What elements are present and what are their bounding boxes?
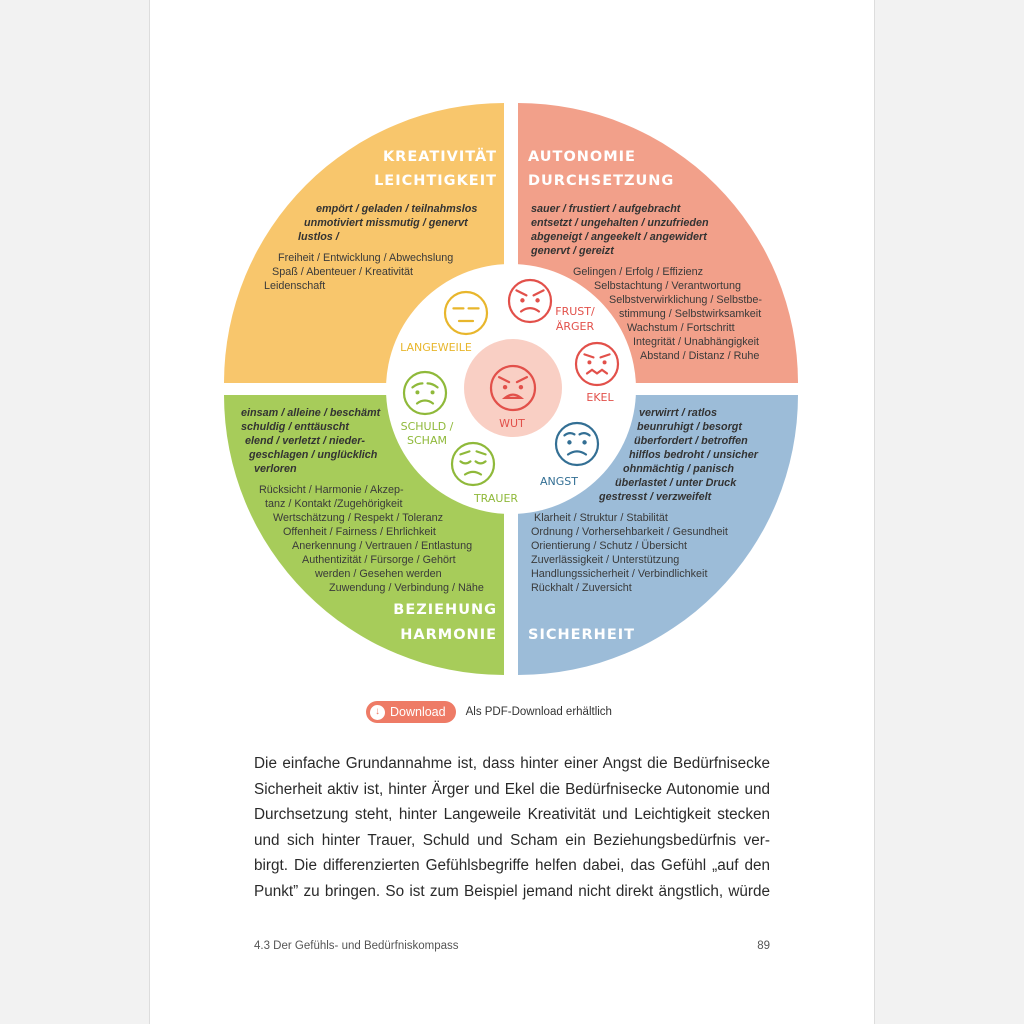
svg-text:abgeneigt / angeekelt / angewi: abgeneigt / angeekelt / angewidert [531,231,707,243]
svg-text:verloren: verloren [254,463,297,475]
title-sicherheit [528,627,635,643]
svg-text:überlastet / unter Druck: überlastet / unter Druck [615,477,737,489]
page-number: 89 [757,940,770,952]
svg-text:SICHERHEIT: SICHERHEIT [528,627,636,643]
disgusted-face-icon-eye [587,360,591,364]
download-row [366,700,612,724]
svg-text:elend / verletzt / nieder-: elend / verletzt / nieder- [245,435,365,447]
svg-text:werden / Gesehen werden: werden / Gesehen werden [315,568,442,580]
svg-text:Zuwendung / Verbindung / Nähe: Zuwendung / Verbindung / Nähe [329,582,484,594]
svg-text:genervt / gereizt: genervt / gereizt [531,245,614,257]
svg-text:Freiheit / Entwicklung / Abwec: Freiheit / Entwicklung / Abwechslung [278,252,454,264]
svg-text:Zuverlässigkeit / Unterstützun: Zuverlässigkeit / Unterstützung [531,554,680,566]
download-button[interactable] [366,701,456,723]
svg-text:Wertschätzung / Respekt / Tole: Wertschätzung / Respekt / Toleranz [273,512,444,524]
svg-text:DURCHSETZUNG: DURCHSETZUNG [528,173,675,189]
guilt-face-icon-eye [431,390,435,394]
svg-text:verwirrt / ratlos: verwirrt / ratlos [639,407,718,419]
body-line: Punkt” zu bringen. So ist zum Beispiel jemand nicht direkt ängstlich, würde [254,882,770,900]
svg-text:Rücksicht / Harmonie / Akzep-: Rücksicht / Harmonie / Akzep- [259,484,404,496]
svg-text:AUTONOMIE: AUTONOMIE [528,149,636,165]
disgusted-face-icon-eye [603,360,607,364]
angry-face-icon-eye [503,385,507,389]
svg-text:empört / geladen / teilnahmslo: empört / geladen / teilnahmslos [316,203,478,215]
label-langeweile: LANGEWEILE [400,341,472,354]
svg-text:Leidenschaft: Leidenschaft [264,280,326,292]
svg-text:LEICHTIGKEIT: LEICHTIGKEIT [374,173,497,189]
svg-text:HARMONIE: HARMONIE [400,627,497,643]
svg-text:schuldig / enttäuscht: schuldig / enttäuscht [241,421,349,433]
svg-text:sauer / frustiert / aufgebrach: sauer / frustiert / aufgebracht [531,203,681,215]
download-button-label: Download [390,705,446,719]
svg-text:lustlos /: lustlos / [298,231,339,243]
svg-text:beunruhigt / besorgt: beunruhigt / besorgt [637,421,742,433]
svg-text:KREATIVITÄT: KREATIVITÄT [382,149,497,165]
label-wut: WUT [499,417,525,430]
svg-text:Orientierung / Schutz / Übersi: Orientierung / Schutz / Übersicht [531,540,688,552]
svg-text:Anerkennung / Vertrauen / Entl: Anerkennung / Vertrauen / Entlastung [292,540,473,552]
svg-text:ohnmächtig / panisch: ohnmächtig / panisch [623,463,734,475]
body-line: Die einfache Grundannahme ist, dass hinter einer Angst die Bedürfnisecke [254,755,770,772]
svg-text:SCHAM: SCHAM [407,434,447,447]
svg-text:Klarheit / Struktur / Stabilit: Klarheit / Struktur / Stabilität [534,512,668,524]
svg-text:SCHULD /: SCHULD / [400,420,454,433]
body-line: birgt. Die differenzierten Gefühlsbegriffe helfen dabei, das Gefühl „auf den [254,857,770,875]
svg-text:Gelingen / Erfolg / Effizienz: Gelingen / Erfolg / Effizienz [573,266,704,278]
label-trauer: TRAUER [473,492,519,505]
svg-text:Selbstachtung / Verantwortung: Selbstachtung / Verantwortung [594,280,742,292]
label-angst: ANGST [540,475,578,488]
download-note: Als PDF-Download erhältlich [465,706,612,718]
frustrated-face-icon-eye [520,298,524,302]
svg-text:einsam / alleine / beschämt: einsam / alleine / beschämt [241,407,381,419]
svg-text:Handlungssicherheit / Verbindl: Handlungssicherheit / Verbindlichkeit [531,568,708,580]
svg-text:tanz / Kontakt /Zugehörigkeit: tanz / Kontakt /Zugehörigkeit [265,498,403,510]
svg-text:Integrität / Unabhängigkeit: Integrität / Unabhängigkeit [633,336,760,348]
svg-text:Offenheit / Fairness / Ehrlich: Offenheit / Fairness / Ehrlichkeit [283,526,436,538]
svg-text:Authentizität / Fürsorge / Geh: Authentizität / Fürsorge / Gehört [302,554,456,566]
svg-text:Selbstverwirklichung / Selbstb: Selbstverwirklichung / Selbstbe- [609,294,763,306]
svg-text:Ordnung / Vorhersehbarkeit / G: Ordnung / Vorhersehbarkeit / Gesundheit [531,526,728,538]
svg-text:hilflos bedroht / unsicher: hilflos bedroht / unsicher [629,449,758,461]
svg-text:entsetzt / ungehalten / unzufr: entsetzt / ungehalten / unzufrieden [531,217,709,229]
frustrated-face-icon-eye [535,298,539,302]
svg-text:geschlagen / unglücklich: geschlagen / unglücklich [249,449,378,461]
anxious-face-icon-eye [582,440,586,444]
svg-text:FRUST/: FRUST/ [555,305,595,318]
download-arrow-icon: ↓ [370,705,385,720]
svg-text:gestresst / verzweifelt: gestresst / verzweifelt [599,491,712,503]
svg-text:Wachstum / Fortschritt: Wachstum / Fortschritt [627,322,735,334]
body-line: und sich hinter Trauer, Schuld und Scham ein Beziehungsbedürfnis ver- [254,831,770,849]
svg-text:BEZIEHUNG: BEZIEHUNG [393,602,497,618]
svg-text:überfordert / betroffen: überfordert / betroffen [634,435,748,447]
body-line: Sicherheit aktiv ist, hinter Ärger und Ekel die Bedürfnisecke Autonomie und [254,780,770,798]
svg-text:unmotiviert missmutig / generv: unmotiviert missmutig / genervt [304,217,468,229]
svg-text:Rückhalt / Zuversicht: Rückhalt / Zuversicht [531,582,632,594]
svg-text:stimmung / Selbstwirksamkeit: stimmung / Selbstwirksamkeit [619,308,762,320]
guilt-face-icon-eye [415,390,419,394]
label-ekel: EKEL [586,391,614,404]
label-schuld-scham [401,420,454,447]
svg-text:Abstand / Distanz / Ruhe: Abstand / Distanz / Ruhe [640,350,760,362]
body-paragraph [254,751,770,905]
body-line: Durchsetzung steht, hinter Langeweile Kreativität und Leichtigkeit stecken [254,806,770,824]
footer-chapter: 4.3 Der Gefühls- und Bedürfniskompass [254,940,459,952]
svg-text:Spaß / Abenteuer / Kreativität: Spaß / Abenteuer / Kreativität [272,266,414,278]
svg-text:ÄRGER: ÄRGER [555,320,595,333]
anxious-face-icon-eye [567,440,571,444]
angry-face-icon-eye [519,385,523,389]
